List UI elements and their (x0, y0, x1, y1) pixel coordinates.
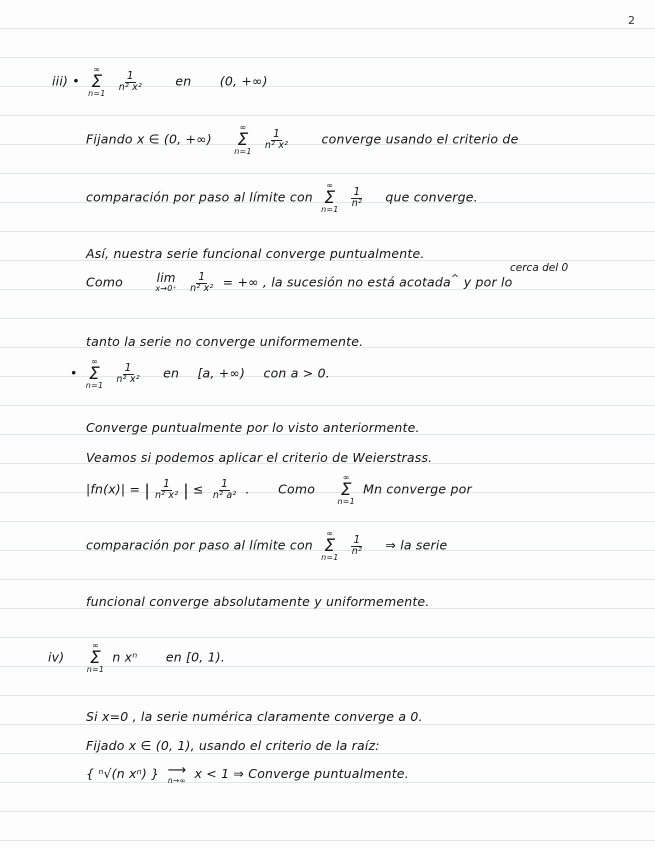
text: que converge. (385, 189, 478, 205)
text: comparación por paso al límite con (86, 189, 313, 205)
text: y por lo (463, 274, 513, 290)
page-number: 2 (628, 14, 635, 27)
bullet: • (72, 73, 80, 89)
text: x < 1 ⇒ Converge puntualmente. (194, 765, 409, 781)
interval: [a, +∞) (197, 365, 246, 381)
line-tanto (86, 334, 363, 349)
text: Si x=0 , la serie numérica claramente converge a 0. (86, 709, 423, 724)
line-raiz (86, 764, 409, 785)
line-veamos (86, 450, 432, 465)
annotation-cerca-del-0: cerca del 0 (510, 262, 569, 274)
line-si-x0 (86, 709, 423, 724)
fraction: $\frac{1}{\text{n² x²}}$ (118, 70, 142, 94)
item-label-iv: iv) (48, 649, 65, 665)
line-asi (86, 246, 425, 261)
text: en (163, 365, 180, 381)
line-fijado (86, 738, 380, 753)
caret: ^ (450, 273, 460, 285)
fraction: $\frac{1}{\text{n² x²}}$ (154, 478, 179, 502)
text: n xⁿ (112, 649, 138, 665)
line-iii-heading (52, 66, 268, 98)
fraction: $\frac{1}{\text{n² a²}}$ (212, 478, 237, 502)
text: Así, nuestra serie funcional converge puntualmente. (86, 246, 425, 261)
limit-operator: lim x→0⁺ (155, 271, 177, 294)
text: { ⁿ√(n xⁿ) } (86, 765, 160, 781)
text: funcional converge absolutamente y uniformemente. (86, 594, 430, 609)
fraction: $\frac{1}{\text{n²}}$ (351, 186, 362, 210)
line-iv-heading (48, 642, 225, 674)
bullet: • (70, 365, 78, 381)
line-funcional (86, 594, 430, 609)
leq: ≤ (193, 481, 204, 497)
text: en [0, 1). (165, 649, 226, 665)
fraction: $\frac{1}{\text{n² x²}}$ (264, 128, 289, 152)
text: Converge puntualmente por lo visto anteriormente. (86, 420, 420, 435)
fraction: $\frac{1}{\text{n²}}$ (351, 534, 362, 558)
text: comparación por paso al límite con (86, 537, 313, 553)
summation: ∞ Σ n=1 (337, 473, 355, 506)
text: con a > 0. (263, 365, 330, 381)
line-comparacion-2 (86, 530, 447, 562)
line-bullet-a (70, 358, 330, 390)
summation: ∞ Σ n=1 (88, 65, 106, 98)
summation: ∞ Σ n=1 (86, 641, 105, 674)
text: Fijado x ∈ (0, 1), usando el criterio de la raíz: (86, 738, 380, 753)
line-comparacion-1 (86, 182, 478, 214)
interval: (0, +∞) (219, 73, 268, 89)
line-converge-puntualmente (86, 420, 420, 435)
text: Veamos si podemos aplicar el criterio de Weierstrass. (86, 450, 433, 465)
item-label-iii: iii) (52, 73, 69, 89)
fraction: $\frac{1}{\text{n² x²}}$ (190, 271, 214, 295)
fraction: $\frac{1}{\text{n² x²}}$ (116, 362, 140, 386)
line-fn-bound: |fn(x)| = | $\frac{1}{\text{n² x²}}$ | ≤ $\frac{1}{\text{n² a²}}$ . Como ∞ Σ n=1 Mn converge por (86, 473, 472, 506)
line-fijando (86, 124, 518, 156)
line-como-lim (86, 272, 512, 294)
text: Como (278, 481, 316, 497)
text: tanto la serie no converge uniformemente. (86, 334, 364, 349)
text: ⇒ la serie (385, 537, 448, 553)
summation: ∞ Σ n=1 (321, 181, 339, 214)
text: Como (86, 274, 123, 290)
limit-arrow: ⟶ n→∞ (167, 763, 187, 785)
summation: ∞ Σ n=1 (321, 529, 339, 562)
summation: ∞ Σ n=1 (85, 357, 104, 390)
text: converge usando el criterio de (321, 131, 519, 147)
text: Mn converge por (363, 481, 472, 497)
text: Fijando x ∈ (0, +∞) (86, 131, 212, 147)
text: |fn(x)| = (86, 481, 141, 497)
text: en (175, 73, 192, 89)
text: = +∞ , la sucesión no está acotada (222, 274, 451, 290)
summation: ∞ Σ n=1 (234, 123, 252, 156)
